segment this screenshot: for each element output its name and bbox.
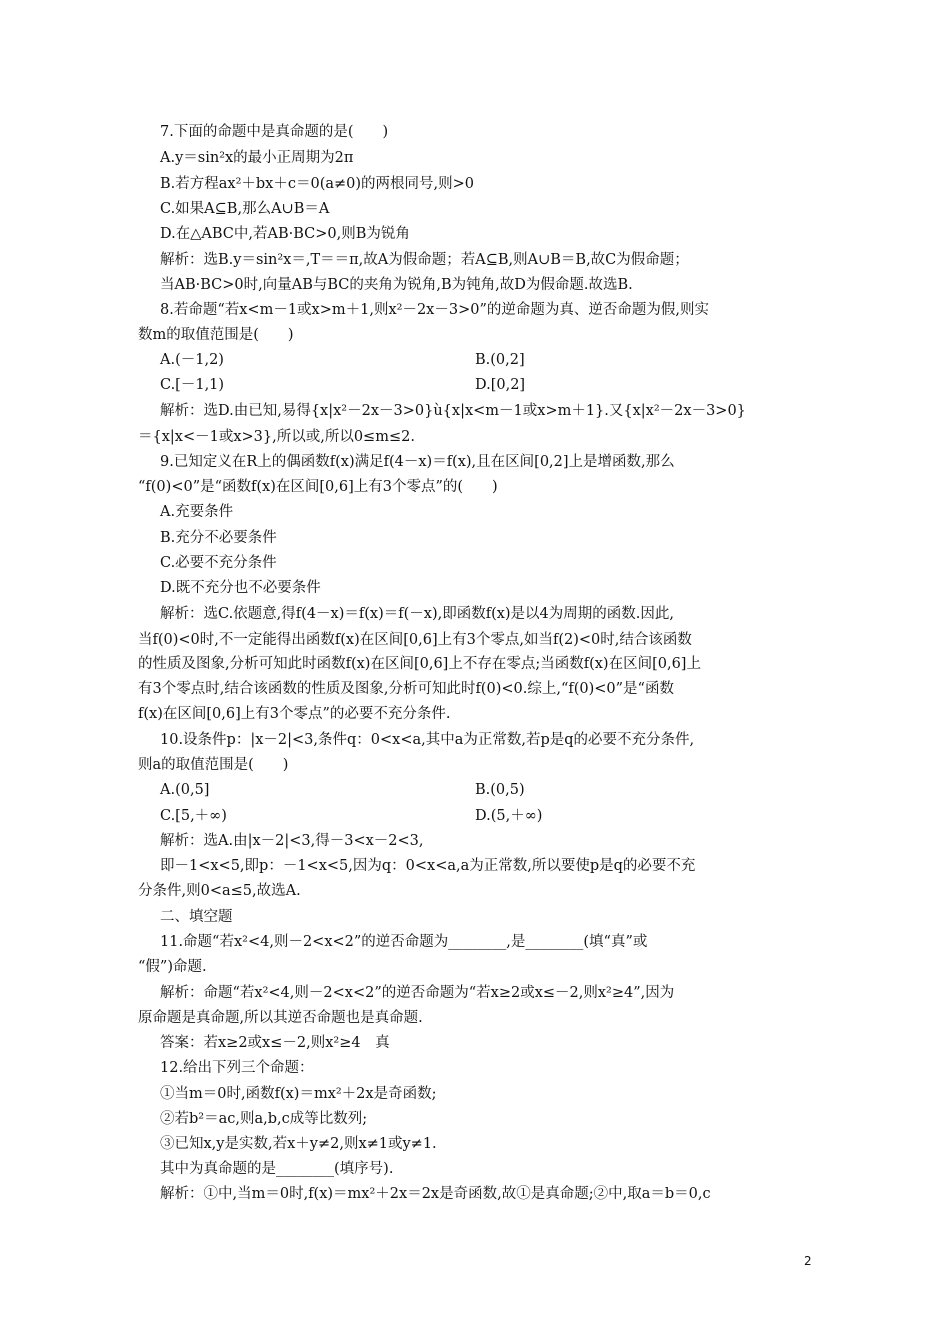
- q9-solution-line-1: 解析：选C.依题意,得f(4－x)＝f(x)＝f(－x),即函数f(x)是以4为周期的函数.因此,: [160, 606, 675, 622]
- q12-proposition-1: ①当m＝0时,函数f(x)＝mx²＋2x是奇函数;: [160, 1086, 437, 1102]
- q7-option-d: D.在△ABC中,若AB·BC>0,则B为锐角: [160, 226, 410, 242]
- q9-stem-line-1: 9.已知定义在R上的偶函数f(x)满足f(4－x)＝f(x),且在区间[0,2]上是增函数,那么: [160, 454, 675, 470]
- q7-solution-line-1: 解析：选B.y＝sin²x＝,T＝＝π,故A为假命题；若A⊆B,则A∪B＝B,故C为假命题；: [160, 252, 689, 268]
- q9-solution-line-5: f(x)在区间[0,6]上有3个零点”的必要不充分条件.: [138, 706, 451, 722]
- q10-option-a: A.(0,5]: [160, 782, 210, 798]
- q8-option-d: D.[0,2]: [475, 377, 526, 393]
- q12-proposition-3: ③已知x,y是实数,若x＋y≠2,则x≠1或y≠1.: [160, 1136, 437, 1152]
- q9-option-a: A.充要条件: [160, 504, 234, 520]
- q7-solution-line-2: 当AB·BC>0时,向量AB与BC的夹角为锐角,B为钝角,故D为假命题.故选B.: [160, 277, 633, 293]
- q7-option-b: B.若方程ax²＋bx＋c＝0(a≠0)的两根同号,则>0: [160, 176, 475, 192]
- q10-stem-line-1: 10.设条件p：|x－2|<3,条件q：0<x<a,其中a为正常数,若p是q的必要不充分条件,: [160, 732, 695, 748]
- q7-option-a: A.y＝sin²x的最小正周期为2π: [160, 150, 354, 166]
- q12-solution-line-1: 解析：①中,当m＝0时,f(x)＝mx²＋2x＝2x是奇函数,故①是真命题;②中,取a＝b＝0,c: [160, 1186, 711, 1202]
- q7-stem: 7.下面的命题中是真命题的是( ): [160, 124, 389, 140]
- q8-stem-line-1: 8.若命题“若x<m－1或x>m＋1,则x²－2x－3>0”的逆命题为真、逆否命题为假,则实: [160, 302, 709, 318]
- q8-option-b: B.(0,2]: [475, 352, 525, 368]
- q12-question: 其中为真命题的是________(填序号).: [160, 1161, 394, 1177]
- q8-option-c: C.[－1,1): [160, 377, 225, 393]
- q9-solution-line-3: 的性质及图象,分析可知此时函数f(x)在区间[0,6]上不存在零点;当函数f(x)在区间[0,6]上: [138, 656, 701, 672]
- q12-proposition-2: ②若b²＝ac,则a,b,c成等比数列;: [160, 1111, 368, 1127]
- q12-stem: 12.给出下列三个命题：: [160, 1060, 314, 1076]
- q10-option-d: D.(5,＋∞): [475, 808, 543, 824]
- q11-solution-line-2: 原命题是真命题,所以其逆否命题也是真命题.: [138, 1010, 423, 1026]
- q8-option-a: A.(－1,2): [160, 352, 224, 368]
- q9-solution-line-4: 有3个零点时,结合该函数的性质及图象,分析可知此时f(0)<0.综上,“f(0)<0”是“函数: [138, 681, 674, 697]
- q9-option-b: B.充分不必要条件: [160, 530, 277, 546]
- q9-option-d: D.既不充分也不必要条件: [160, 580, 321, 596]
- q10-option-c: C.[5,＋∞): [160, 808, 227, 824]
- q10-stem-line-2: 则a的取值范围是( ): [138, 757, 289, 773]
- section-heading-fill-in: 二、填空题: [160, 909, 233, 925]
- page-number: 2: [804, 1254, 812, 1268]
- q10-solution-line-1: 解析：选A.由|x－2|<3,得－3<x－2<3,: [160, 833, 424, 849]
- q8-solution-line-2: ＝{x|x<－1或x>3},所以或,所以0≤m≤2.: [138, 429, 415, 445]
- q9-option-c: C.必要不充分条件: [160, 555, 277, 571]
- q9-solution-line-2: 当f(0)<0时,不一定能得出函数f(x)在区间[0,6]上有3个零点,如当f(2)<0时,结合该函数: [138, 632, 692, 648]
- q11-stem-line-1: 11.命题“若x²<4,则－2<x<2”的逆否命题为________,是________(填“真”或: [160, 934, 648, 950]
- q11-answer: 答案：若x≥2或x≤－2,则x²≥4 真: [160, 1035, 390, 1051]
- q11-solution-line-1: 解析：命题“若x²<4,则－2<x<2”的逆否命题为“若x≥2或x≤－2,则x²≥4”,因为: [160, 985, 675, 1001]
- q9-stem-line-2: “f(0)<0”是“函数f(x)在区间[0,6]上有3个零点”的( ): [138, 479, 498, 495]
- q7-option-c: C.如果A⊆B,那么A∪B＝A: [160, 201, 330, 217]
- q10-solution-line-3: 分条件,则0<a≤5,故选A.: [138, 883, 301, 899]
- q8-stem-line-2: 数m的取值范围是( ): [138, 327, 294, 343]
- q10-option-b: B.(0,5): [475, 782, 525, 798]
- q10-solution-line-2: 即－1<x<5,即p：－1<x<5,因为q：0<x<a,a为正常数,所以要使p是q的必要不充: [160, 858, 696, 874]
- q8-solution-line-1: 解析：选D.由已知,易得{x|x²－2x－3>0}ù{x|x<m－1或x>m＋1}.又{x|x²－2x－3>0}: [160, 403, 746, 419]
- q11-stem-line-2: “假”)命题.: [138, 959, 207, 975]
